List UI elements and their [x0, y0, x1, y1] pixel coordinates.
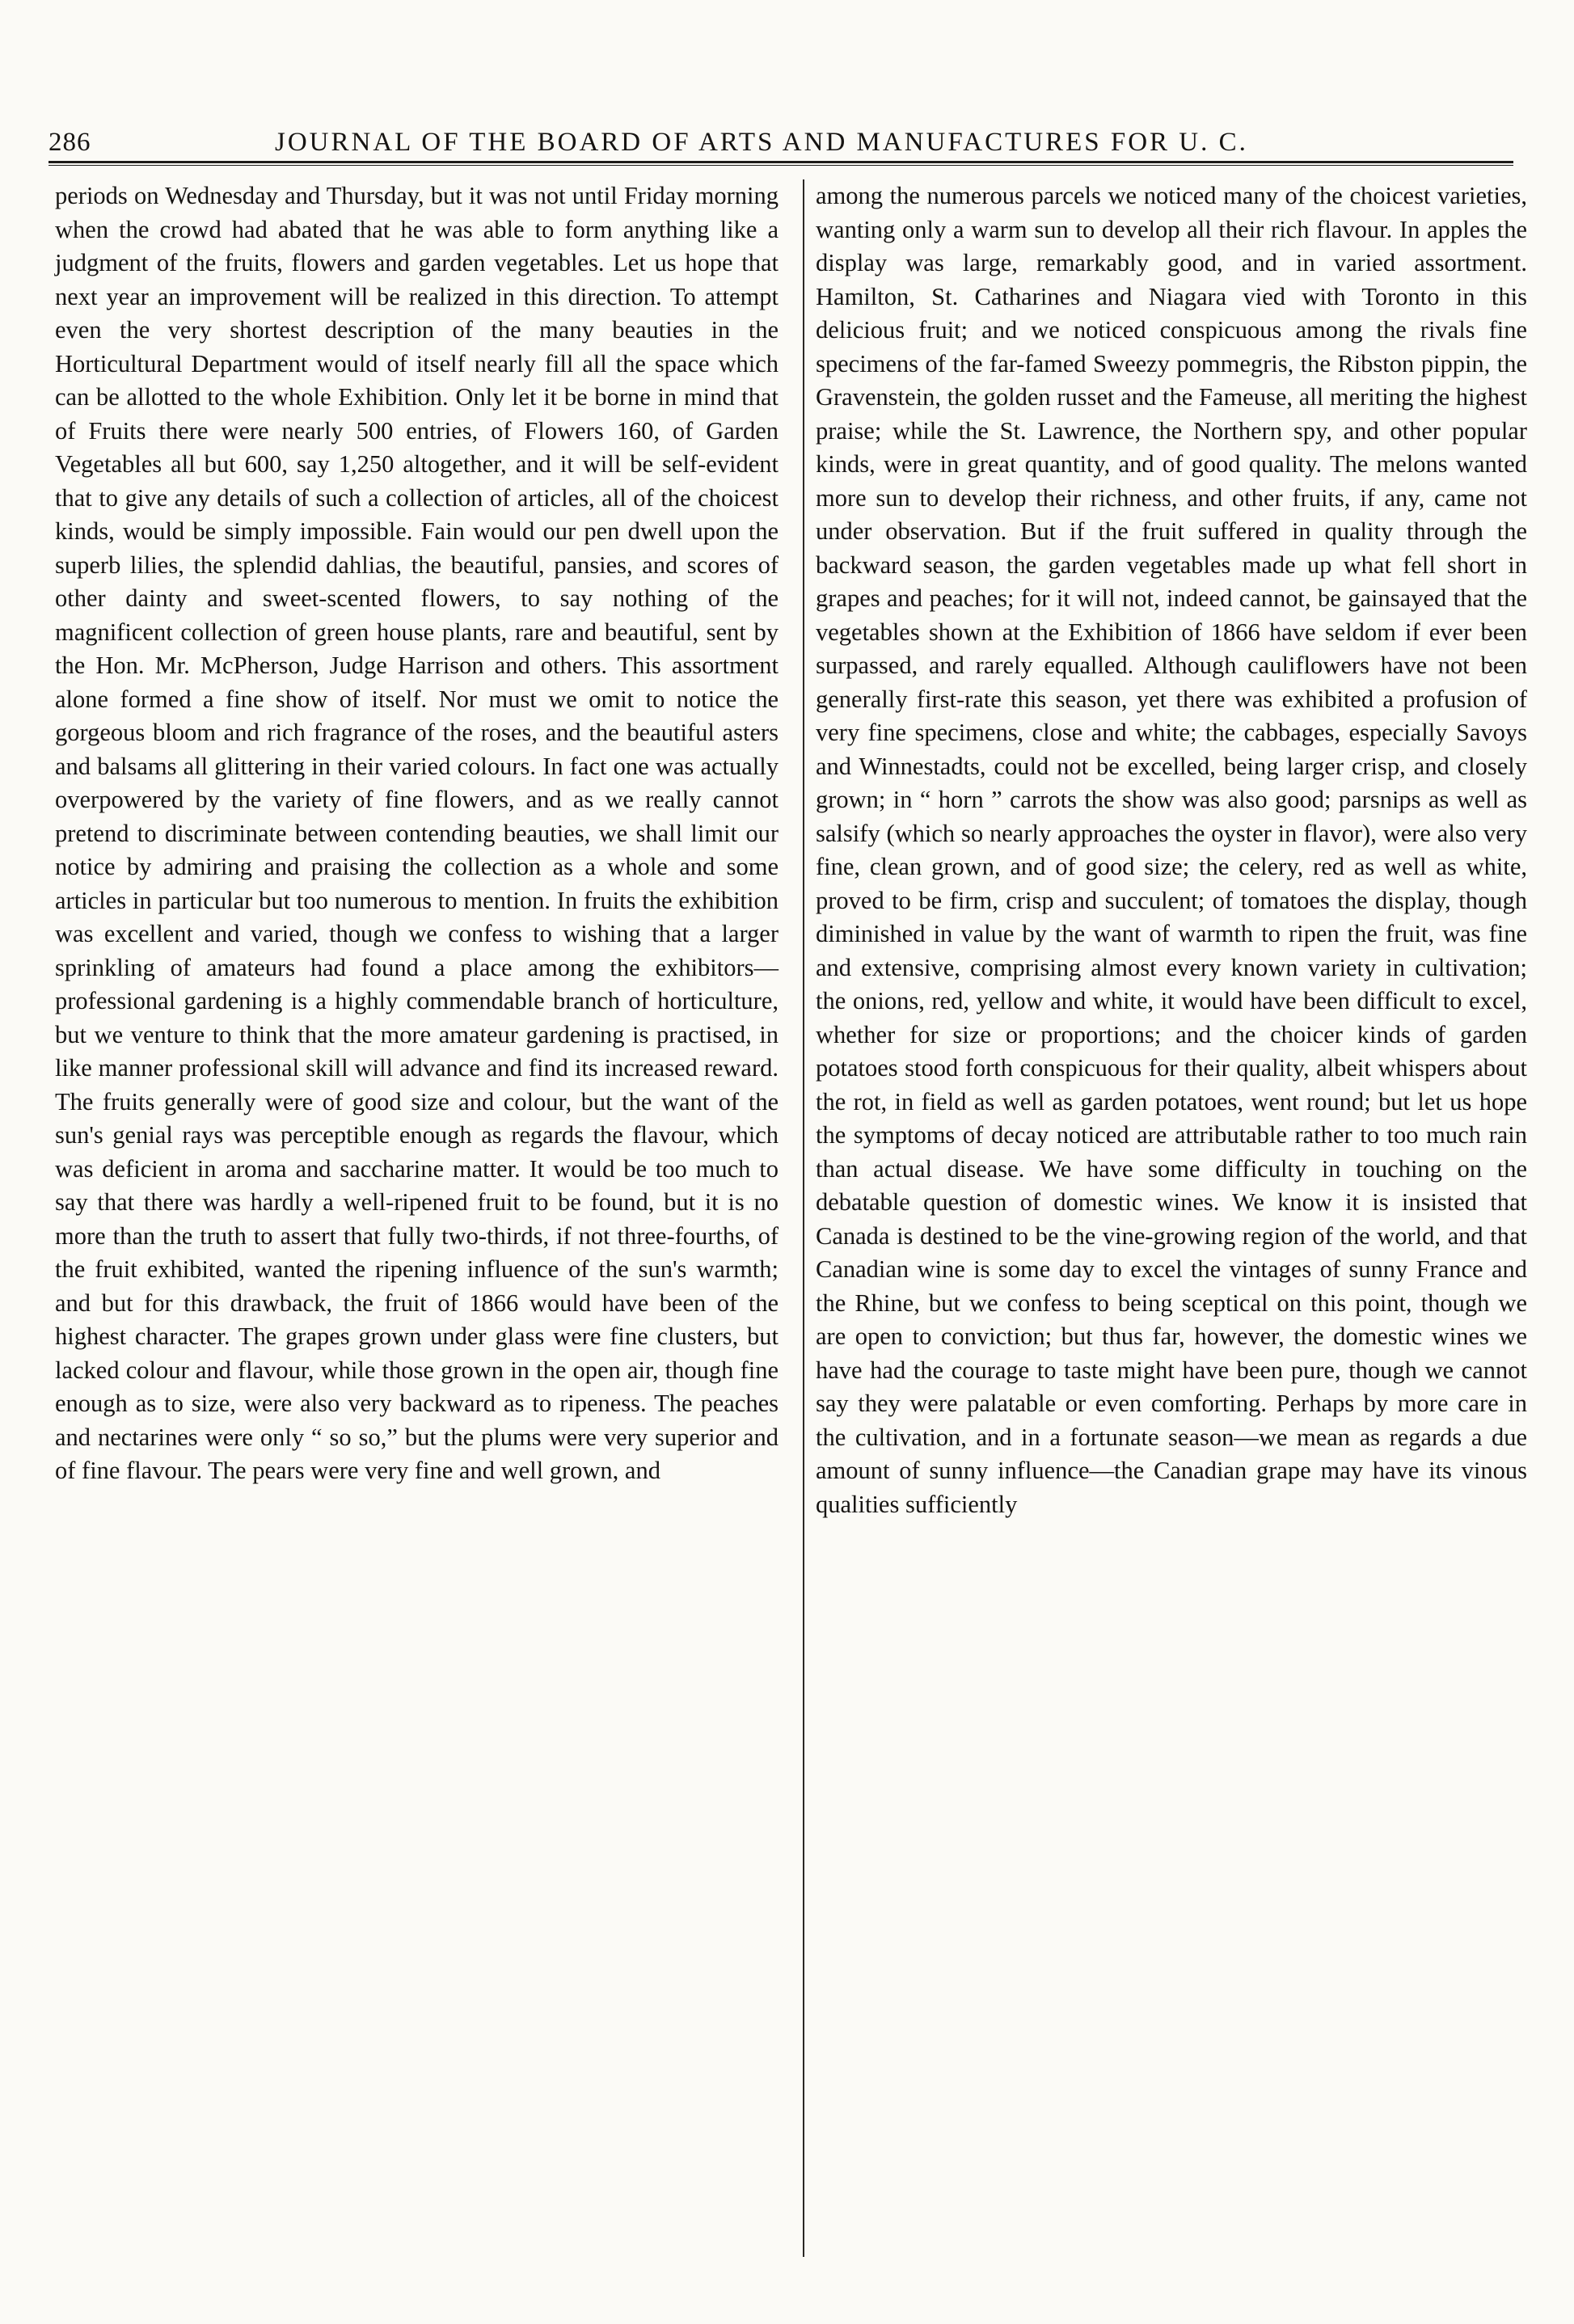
right-column-text: among the numerous parcels we noticed many of the choicest varieties, wanting only a warm sun to develop all their rich flavour. In apples the display was large, remarkably good, and in varied assortment. Hamilton, St. Catharines and Niagara vied with Toronto in this delicious fruit; and we noticed conspicuous among the rivals fine specimens of the far-famed Sweezy pommegris, the Ribston pippin, the Gravenstein, the golden russet and the Fameuse, all meriting the highest praise; while the St. Lawrence, the Northern spy, and other popular kinds, were in great quantity, and of good quality. The melons wanted more sun to develop their richness, and other fruits, if any, came not under observation. But if the fruit suffered in quality through the backward season, the garden vegetables made up what fell short in grapes and peaches; for it will not, indeed cannot, be gainsayed that the vegetables shown at the Exhibition of 1866 have seldom if ever been surpassed, and rarely equalled. Although cauliflowers have not been generally first-rate this season, yet there was exhibited a profusion of very fine specimens, close and white; the cabbages, especially Savoys and Winnestadts, could not be excelled, being larger crisp, and closely grown; in “ horn ” carrots the show was also good; parsnips as well as salsify (which so nearly approaches the oyster in flavor), were also very fine, clean grown, and of good size; the celery, red as well as white, proved to be firm, crisp and succulent; of tomatoes the display, though diminished in value by the want of warmth to ripen the fruit, was fine and extensive, comprising almost every known variety in cultivation; the onions, red, yellow and white, it would have been difficult to excel, whether for size or proportions; and the choicer kinds of garden potatoes stood forth conspicuous for their quality, albeit whispers about the rot, in field as well as garden potatoes, went round; but let us hope the symptoms of decay noticed are attributable rather to too much rain than actual disease. We have some difficulty in touching on the debatable question of domestic wines. We know it is insisted that Canada is destined to be the vine-growing region of the world, and that Canadian wine is some day to excel the vintages of sunny France and the Rhine, but we confess to being sceptical on this point, though we are open to conviction; but thus far, however, the domestic wines we have had the courage to taste might have been pure, though we cannot say they were palatable or even comforting. Perhaps by more care in the cultivation, and in a fortunate season—we mean as regards a due amount of sunny influence—the Canadian grape may have its vinous qualities sufficiently [816, 182, 1527, 1518]
left-column-text: periods on Wednesday and Thursday, but it was not until Friday morning when the crowd had abated that he was able to form anything like a judgment of the fruits, flowers and garden vegetables. Let us hope that next year an improvement will be realized in this direction. To attempt even the very shortest description of the many beauties in the Horticultural Department would of itself nearly fill all the space which can be allotted to the whole Exhibition. Only let it be borne in mind that of Fruits there were nearly 500 entries, of Flowers 160, of Garden Vegetables all but 600, say 1,250 altogether, and it will be self-evident that to give any details of such a collection of articles, all of the choicest kinds, would be simply impossible. Fain would our pen dwell upon the superb lilies, the splendid dahlias, the beautiful, pansies, and scores of other dainty and sweet-scented flowers, to say nothing of the magnificent collection of green house plants, rare and beautiful, sent by the Hon. Mr. McPherson, Judge Harrison and others. This assortment alone formed a fine show of itself. Nor must we omit to notice the gorgeous bloom and rich fragrance of the roses, and the beautiful asters and balsams all glittering in their varied colours. In fact one was actually overpowered by the variety of fine flowers, and as we really cannot pretend to discriminate between contending beauties, we shall limit our notice by admiring and praising the collection as a whole and some articles in particular but too numerous to mention. In fruits the exhibition was excellent and varied, though we confess to wishing that a larger sprinkling of amateurs had found a place among the exhibitors—professional gardening is a highly commendable branch of horticulture, but we venture to think that the more amateur gardening is practised, in like manner professional skill will advance and find its increased reward. The fruits generally were of good size and colour, but the want of the sun's genial rays was perceptible enough as regards the flavour, which was deficient in aroma and saccharine matter. It would be too much to say that there was hardly a well-ripened fruit to be found, but it is no more than the truth to assert that fully two-thirds, if not three-fourths, of the fruit exhibited, wanted the ripening influence of the sun's warmth; and but for this drawback, the fruit of 1866 would have been of the highest character. The grapes grown under glass were fine clusters, but lacked colour and flavour, while those grown in the open air, though fine enough as to size, were also very backward as to ripeness. The peaches and nectarines were only “ so so,” but the plums were very superior and of fine flavour. The pears were very fine and well grown, and [55, 182, 779, 1484]
running-title: JOURNAL OF THE BOARD OF ARTS AND MANUFACTURES FOR U. C. [275, 128, 1248, 157]
right-column [816, 179, 1527, 1521]
left-column [55, 179, 779, 1488]
page-number: 286 [49, 128, 91, 157]
header-rule-thin [49, 165, 1513, 166]
column-divider [803, 179, 804, 2257]
header-rule [49, 161, 1513, 163]
